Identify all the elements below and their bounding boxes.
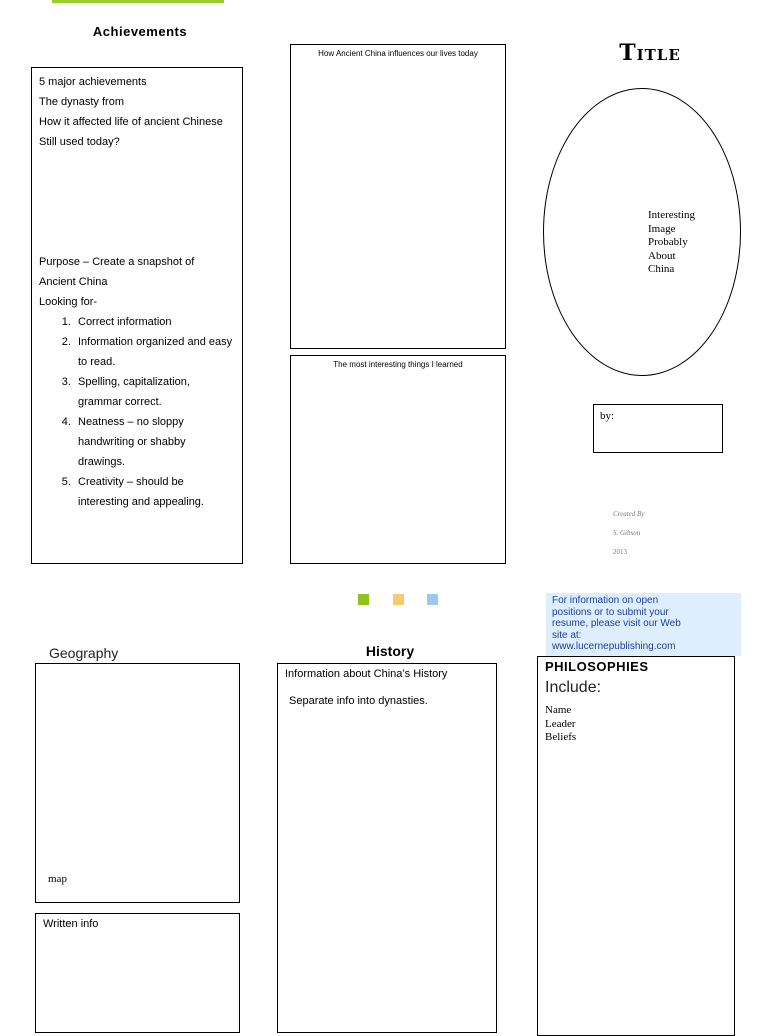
achievements-intro-line: 5 major achievements <box>39 76 147 88</box>
history-line: Information about China’s History <box>285 668 448 680</box>
criteria-item: 5. Creativity – should be interesting and appealing. <box>74 472 235 512</box>
image-text-line: Image <box>648 222 676 235</box>
philosophies-include: Include: <box>545 679 602 696</box>
philosophies-item: Beliefs <box>545 731 577 743</box>
image-text-line: Interesting <box>648 209 696 221</box>
philosophies-box <box>537 656 735 1036</box>
learned-caption: The most interesting things I learned <box>333 360 463 369</box>
history-line: Separate info into dynasties. <box>289 695 428 707</box>
image-oval <box>543 88 741 376</box>
blue-square <box>427 594 438 605</box>
info-line: site at: <box>552 629 582 641</box>
purpose-line: Purpose – Create a snapshot of <box>39 256 195 268</box>
achievements-intro-line: How it affected life of ancient Chinese <box>39 116 223 128</box>
achievements-intro-line: Still used today? <box>39 136 120 148</box>
criteria-item: 4. Neatness – no sloppy handwriting or shabby drawings. <box>74 412 235 472</box>
info-panel <box>546 593 741 656</box>
influence-caption: How Ancient China influences our lives today <box>318 49 478 58</box>
written-info-label: Written info <box>43 918 99 930</box>
written-info-box <box>35 913 240 1033</box>
by-label: by: <box>600 410 615 422</box>
info-line: positions or to submit your <box>552 606 669 618</box>
achievements-intro-line: The dynasty from <box>39 96 124 108</box>
philosophies-list <box>545 704 727 745</box>
created-line: S. Gibson <box>613 529 641 537</box>
image-text-line: Probably <box>648 236 688 248</box>
history-box <box>277 663 497 1033</box>
learned-box <box>290 355 506 564</box>
image-text-line: About <box>648 249 676 262</box>
info-line: resume, please visit our Web <box>552 618 681 629</box>
philosophies-item: Name <box>545 704 572 716</box>
info-website-link[interactable]: www.lucernepublishing.com <box>552 641 676 652</box>
philosophies-heading: PHILOSOPHIES <box>545 659 649 674</box>
created-line: Created By <box>613 510 645 518</box>
map-label: map <box>48 873 67 885</box>
criteria-item: 1. Correct information <box>74 312 235 332</box>
philosophies-item: Leader <box>545 717 576 730</box>
page-title: Title <box>619 40 681 66</box>
green-square <box>358 594 369 605</box>
history-heading: History <box>365 643 415 659</box>
image-text-line: China <box>648 263 675 275</box>
created-by <box>613 505 644 562</box>
criteria-list <box>39 312 235 512</box>
influence-box <box>290 44 506 349</box>
geography-heading: Geography <box>49 645 119 661</box>
info-line: For information on open <box>552 595 659 606</box>
author-box <box>593 404 723 453</box>
map-box <box>35 663 240 903</box>
criteria-item: 2. Information organized and easy to read. <box>74 332 235 372</box>
purpose-line: Looking for- <box>39 296 98 308</box>
criteria-item: 3. Spelling, capitalization, grammar correct. <box>74 372 235 412</box>
yellow-square <box>393 594 404 605</box>
top-accent-bar <box>52 0 224 3</box>
achievements-heading: Achievements <box>92 24 188 39</box>
created-line: 2013 <box>613 548 627 556</box>
purpose-line: Ancient China <box>39 276 108 288</box>
image-placeholder-text <box>648 209 695 277</box>
achievements-box <box>31 67 243 564</box>
